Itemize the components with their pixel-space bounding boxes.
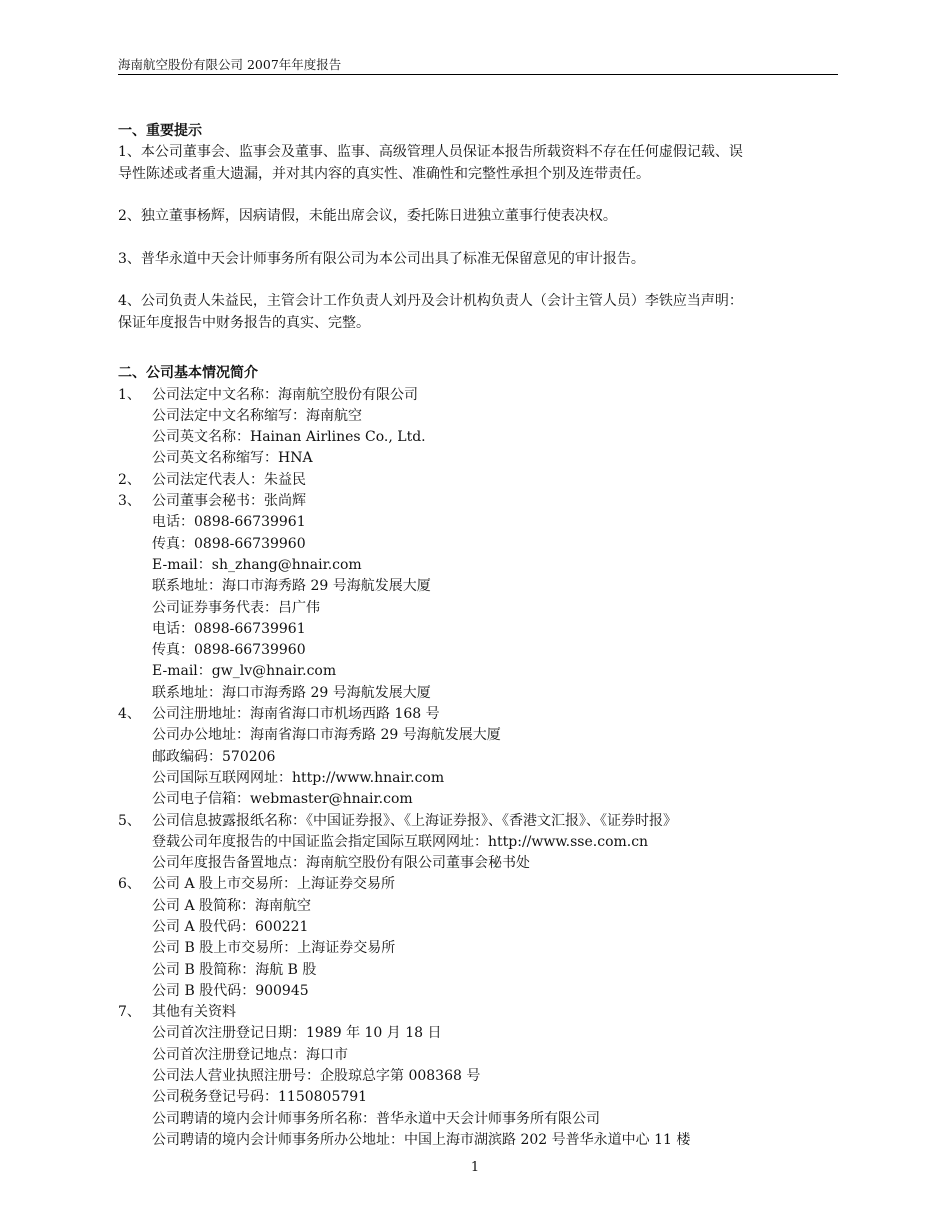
profile-line bbox=[118, 747, 848, 768]
item-text: 联系地址：海口市海秀路 29 号海航发展大厦 bbox=[152, 578, 431, 595]
item-text: 公司税务登记号码：1150805791 bbox=[152, 1089, 368, 1106]
profile-line bbox=[118, 1045, 848, 1066]
item-number: 2、 bbox=[118, 471, 141, 488]
notice-paragraph-2: 2、独立董事杨辉，因病请假，未能出席会议，委托陈日进独立董事行使表决权。 bbox=[118, 208, 617, 225]
item-text: 公司国际互联网网址：http://www.hnair.com bbox=[152, 769, 445, 786]
item-text: 公司董事会秘书：张尚辉 bbox=[152, 493, 306, 510]
item-text: 公司首次注册登记日期：1989 年 10 月 18 日 bbox=[152, 1025, 442, 1042]
profile-line bbox=[118, 1066, 848, 1087]
item-text: 邮政编码：570206 bbox=[152, 748, 276, 765]
profile-line bbox=[118, 981, 848, 1002]
profile-line bbox=[118, 1109, 848, 1130]
profile-item bbox=[118, 385, 848, 470]
item-number: 7、 bbox=[118, 1004, 141, 1021]
item-text: 公司法人营业执照注册号：企股琼总字第 008368 号 bbox=[152, 1068, 481, 1085]
item-text: 公司年度报告备置地点：海南航空股份有限公司董事会秘书处 bbox=[152, 855, 530, 872]
profile-item bbox=[118, 491, 848, 704]
item-number: 1、 bbox=[118, 386, 141, 403]
profile-line bbox=[118, 960, 848, 981]
profile-line bbox=[118, 725, 848, 746]
section-heading-important-notes: 一、重要提示 bbox=[118, 123, 202, 139]
profile-item bbox=[118, 470, 848, 491]
profile-line bbox=[118, 470, 848, 491]
notice-paragraph-1-line-2: 导性陈述或者重大遗漏，并对其内容的真实性、准确性和完整性承担个别及连带责任。 bbox=[118, 165, 650, 182]
profile-line bbox=[118, 1130, 848, 1151]
header-divider bbox=[118, 74, 838, 75]
profile-line bbox=[118, 1087, 848, 1108]
item-text: 登载公司年度报告的中国证监会指定国际互联网网址：http://www.sse.com.cn bbox=[152, 833, 649, 850]
profile-line bbox=[118, 555, 848, 576]
notice-paragraph-4-line-1: 4、公司负责人朱益民，主管会计工作负责人刘丹及会计机构负责人（会计主管人员）李铁应当声明： bbox=[118, 293, 743, 310]
item-text: E-mail：sh_zhang@hnair.com bbox=[152, 556, 362, 573]
item-text: 公司法定中文名称缩写：海南航空 bbox=[152, 407, 362, 424]
profile-line bbox=[118, 491, 848, 512]
item-text: 公司 A 股代码：600221 bbox=[152, 918, 309, 935]
item-text: 公司注册地址：海南省海口市机场西路 168 号 bbox=[152, 706, 440, 723]
item-text: 公司证券事务代表：吕广伟 bbox=[152, 599, 320, 616]
profile-line bbox=[118, 576, 848, 597]
profile-line bbox=[118, 406, 848, 427]
profile-line bbox=[118, 874, 848, 895]
page-header-title: 海南航空股份有限公司 2007年年度报告 bbox=[118, 57, 342, 72]
item-text: 电话：0898-66739961 bbox=[152, 514, 306, 531]
profile-item bbox=[118, 704, 848, 810]
item-number: 4、 bbox=[118, 706, 141, 723]
company-profile-list bbox=[118, 385, 848, 1152]
profile-line bbox=[118, 512, 848, 533]
item-text: 联系地址：海口市海秀路 29 号海航发展大厦 bbox=[152, 684, 431, 701]
item-text: 其他有关资料 bbox=[152, 1004, 236, 1021]
profile-item bbox=[118, 1002, 848, 1151]
item-text: 传真：0898-66739960 bbox=[152, 535, 306, 552]
profile-line bbox=[118, 938, 848, 959]
profile-line bbox=[118, 683, 848, 704]
item-text: 公司 A 股简称：海南航空 bbox=[152, 897, 312, 914]
item-text: 公司法定代表人：朱益民 bbox=[152, 471, 306, 488]
profile-line bbox=[118, 448, 848, 469]
profile-item bbox=[118, 811, 848, 875]
profile-line bbox=[118, 917, 848, 938]
profile-line bbox=[118, 534, 848, 555]
item-number: 3、 bbox=[118, 493, 141, 510]
profile-line bbox=[118, 661, 848, 682]
item-text: E-mail：gw_lv@hnair.com bbox=[152, 663, 337, 680]
page-number: 1 bbox=[470, 1160, 480, 1175]
item-text: 公司聘请的境内会计师事务所办公地址：中国上海市湖滨路 202 号普华永道中心 11 楼 bbox=[152, 1131, 691, 1148]
profile-line bbox=[118, 385, 848, 406]
report-body bbox=[118, 121, 848, 1151]
item-number: 5、 bbox=[118, 812, 141, 829]
item-text: 公司法定中文名称：海南航空股份有限公司 bbox=[152, 386, 418, 403]
notice-paragraph-3: 3、普华永道中天会计师事务所有限公司为本公司出具了标准无保留意见的审计报告。 bbox=[118, 250, 645, 267]
profile-line bbox=[118, 768, 848, 789]
item-text: 公司英文名称：Hainan Airlines Co., Ltd. bbox=[152, 429, 426, 446]
item-text: 电话：0898-66739961 bbox=[152, 620, 306, 637]
profile-line bbox=[118, 1023, 848, 1044]
item-text: 公司聘请的境内会计师事务所名称：普华永道中天会计师事务所有限公司 bbox=[152, 1110, 600, 1127]
profile-line bbox=[118, 598, 848, 619]
item-text: 公司信息披露报纸名称：《中国证券报》、《上海证券报》、《香港文汇报》、《证券时报》 bbox=[152, 812, 677, 829]
profile-line bbox=[118, 811, 848, 832]
profile-line bbox=[118, 704, 848, 725]
profile-line bbox=[118, 832, 848, 853]
profile-line bbox=[118, 789, 848, 810]
profile-line bbox=[118, 427, 848, 448]
item-text: 公司 B 股代码：900945 bbox=[152, 982, 309, 999]
profile-line bbox=[118, 640, 848, 661]
item-number: 6、 bbox=[118, 876, 141, 893]
notice-paragraph-1-line-1: 1、本公司董事会、监事会及董事、监事、高级管理人员保证本报告所载资料不存在任何虚假记载、误 bbox=[118, 144, 743, 161]
section-heading-company-profile: 二、公司基本情况简介 bbox=[118, 365, 258, 382]
item-text: 公司电子信箱：webmaster@hnair.com bbox=[152, 791, 413, 808]
item-text: 公司 B 股简称：海航 B 股 bbox=[152, 961, 317, 978]
item-text: 公司首次注册登记地点：海口市 bbox=[152, 1046, 348, 1063]
item-text: 公司 A 股上市交易所：上海证券交易所 bbox=[152, 876, 396, 893]
profile-item bbox=[118, 874, 848, 1002]
item-text: 公司英文名称缩写：HNA bbox=[152, 450, 313, 467]
item-text: 公司 B 股上市交易所：上海证券交易所 bbox=[152, 940, 396, 957]
profile-line bbox=[118, 619, 848, 640]
profile-line bbox=[118, 853, 848, 874]
profile-line bbox=[118, 896, 848, 917]
item-text: 公司办公地址：海南省海口市海秀路 29 号海航发展大厦 bbox=[152, 727, 501, 744]
profile-line bbox=[118, 1002, 848, 1023]
item-text: 传真：0898-66739960 bbox=[152, 642, 306, 659]
notice-paragraph-4-line-2: 保证年度报告中财务报告的真实、完整。 bbox=[118, 314, 370, 331]
